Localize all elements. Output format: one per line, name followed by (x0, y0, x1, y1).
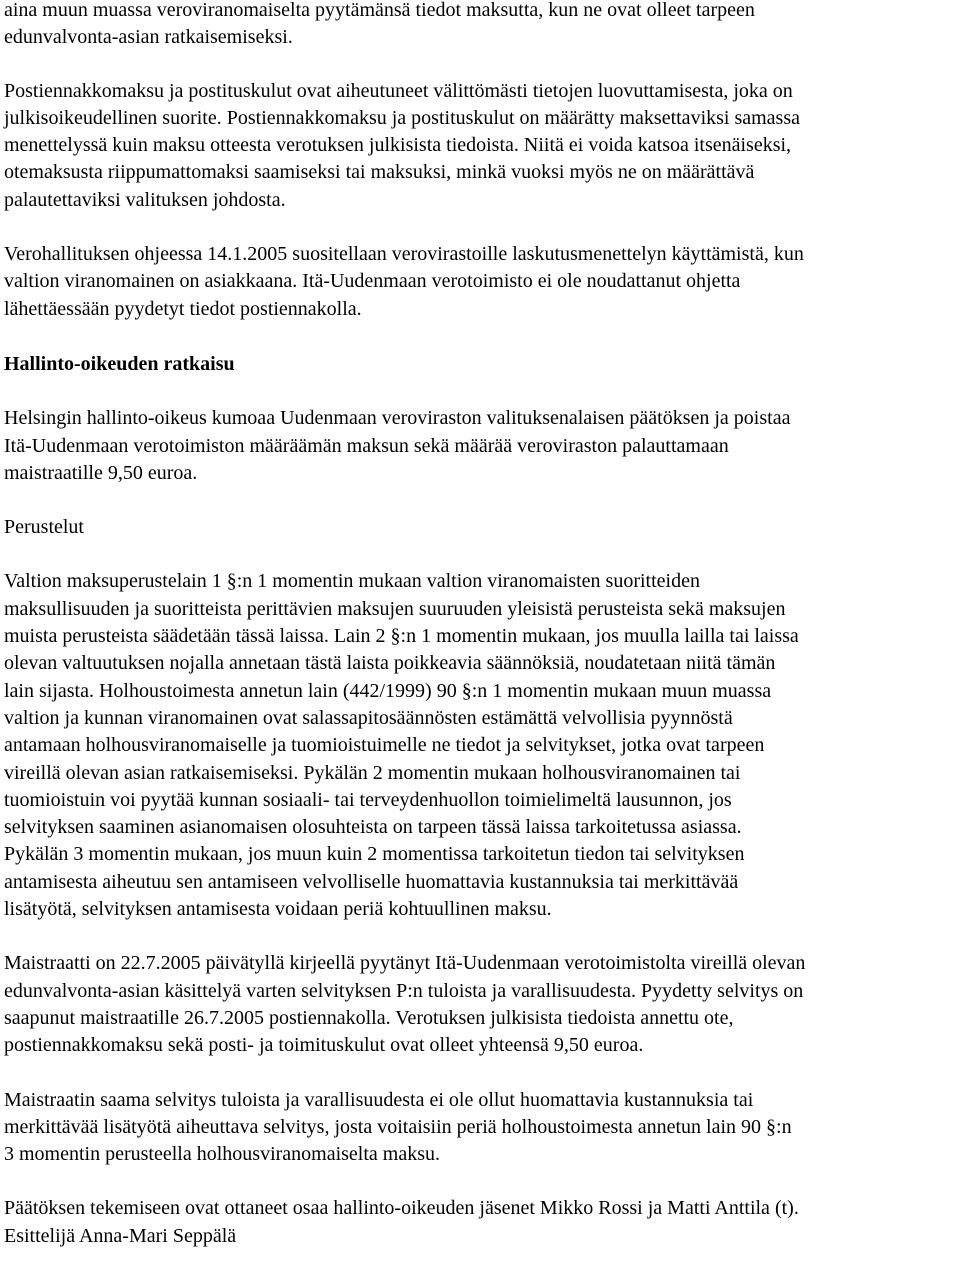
text-line: antamaan holhousviranomaiselle ja tuomioistuimelle ne tiedot ja selvitykset, jotka ovat tarpeen (4, 734, 765, 757)
text-line: aina muun muassa veroviranomaiselta pyytämänsä tiedot maksutta, kun ne ovat olleet tarpeen (4, 0, 755, 21)
text-line: Valtion maksuperustelain 1 §:n 1 momentin mukaan valtion viranomaisten suoritteiden (4, 570, 700, 593)
text-line: lisätyötä, selvityksen antamisesta voidaan periä kohtuullinen maksu. (4, 898, 552, 921)
text-line: saapunut maistraatille 26.7.2005 postiennakolla. Verotuksen julkisista tiedoista annettu ote, (4, 1006, 734, 1029)
text-line: merkittävää lisätyötä aiheuttava selvitys, josta voitaisiin periä holhoustoimesta annetun lain 90 §:n (4, 1115, 792, 1138)
text-line: edunvalvonta-asian ratkaisemiseksi. (4, 26, 293, 49)
text-line: lain sijasta. Holhoustoimesta annetun lain (442/1999) 90 §:n 1 momentin mukaan muun muassa (4, 679, 772, 702)
text-line: vireillä olevan asian ratkaisemiseksi. Pykälän 2 momentin mukaan holhousviranomainen tai (4, 761, 741, 784)
text-line: antamisesta aiheutuu sen antamiseen velvolliselle huomattavia kustannuksia tai merkittävää (4, 870, 739, 893)
text-line: valtion viranomainen on asiakkaana. Itä-Uudenmaan verotoimisto ei ole noudattanut ohjetta (4, 270, 741, 293)
text-line: postiennakkomaksu sekä posti- ja toimituskulut ovat olleet yhteensä 9,50 euroa. (4, 1034, 644, 1057)
grounds-heading (4, 514, 954, 541)
text-line: Helsingin hallinto-oikeus kumoaa Uudenmaan veroviraston valituksenalaisen päätöksen ja poistaa (4, 407, 791, 430)
text-line: lähettäessään pyydetyt tiedot postiennakolla. (4, 297, 362, 320)
guidance-paragraph (4, 241, 954, 323)
conclusion-paragraph (4, 1087, 954, 1169)
text-line: Päätöksen tekemiseen ovat ottaneet osaa hallinto-oikeuden jäsenet Mikko Rossi ja Matti Anttila (t). (4, 1197, 799, 1220)
text-line: olevan valtuutuksen nojalla annetaan tästä laista poikkeavia säännöksiä, noudatetaan niitä tämän (4, 652, 776, 675)
request-paragraph (4, 950, 954, 1059)
text-line: Esittelijä Anna-Mari Seppälä (4, 1224, 237, 1247)
text-line: Itä-Uudenmaan verotoimiston määräämän maksun sekä määrää veroviraston palauttamaan (4, 434, 729, 457)
text-line: menettelyssä kuin maksu otteesta verotuksen julkisista tiedoista. Niitä ei voida katsoa itsenäiseksi, (4, 134, 792, 157)
text-line: selvityksen saaminen asianomaisen olosuhteista on tarpeen tässä laissa tarkoitetussa asiassa. (4, 816, 742, 839)
text-line: Pykälän 3 momentin mukaan, jos muun kuin 2 momentissa tarkoitetun tiedon tai selvityksen (4, 843, 745, 866)
text-line: Maistraatin saama selvitys tuloista ja varallisuudesta ei ole ollut huomattavia kustannuksia tai (4, 1088, 754, 1111)
text-line: Verohallituksen ohjeessa 14.1.2005 suositellaan verovirastoille laskutusmenettelyn käyttämistä, kun (4, 243, 804, 266)
text-line: Maistraatti on 22.7.2005 päivätyllä kirjeellä pyytänyt Itä-Uudenmaan verotoimistolta vireillä olevan (4, 952, 806, 975)
text-line: maksullisuuden ja suoritteista perittävien maksujen suuruuden yleisistä perusteista sekä maksujen (4, 597, 786, 620)
text-line: maistraatille 9,50 euroa. (4, 461, 198, 484)
heading-text: Hallinto-oikeuden ratkaisu (4, 352, 235, 375)
decision-paragraph (4, 405, 954, 487)
text-line: muista perusteista säädetään tässä laissa. Lain 2 §:n 1 momentin mukaan, jos muulla lailla tai laissa (4, 625, 799, 648)
text-line: valtion ja kunnan viranomainen ovat salassapitosäännösten estämättä velvollisia pyynnöstä (4, 706, 733, 729)
decision-heading (4, 351, 954, 378)
text-line: edunvalvonta-asian käsittelyä varten selvityksen P:n tuloista ja varallisuudesta. Pyydetty selvitys on (4, 979, 804, 1002)
heading-text: Perustelut (4, 516, 84, 539)
text-line: julkisoikeudellinen suorite. Postiennakkomaksu ja postituskulut on määrätty maksettaviksi samassa (4, 106, 800, 129)
grounds-paragraph (4, 568, 954, 923)
text-line: tuomioistuin voi pyytää kunnan sosiaali- tai terveydenhuollon toimielimeltä lausunnon, jos (4, 788, 732, 811)
signatures-paragraph (4, 1195, 954, 1250)
intro-paragraph (4, 0, 954, 52)
text-line: 3 momentin perusteella holhousviranomaiselta maksu. (4, 1143, 441, 1166)
text-line: Postiennakkomaksu ja postituskulut ovat aiheutuneet välittömästi tietojen luovuttamisesta, joka on (4, 79, 793, 102)
postage-fee-paragraph (4, 78, 954, 214)
text-line: otemaksusta riippumattomaksi saamiseksi tai maksuksi, minkä vuoksi myös ne on määrättävä (4, 161, 755, 184)
text-line: palautettaviksi valituksen johdosta. (4, 188, 286, 211)
